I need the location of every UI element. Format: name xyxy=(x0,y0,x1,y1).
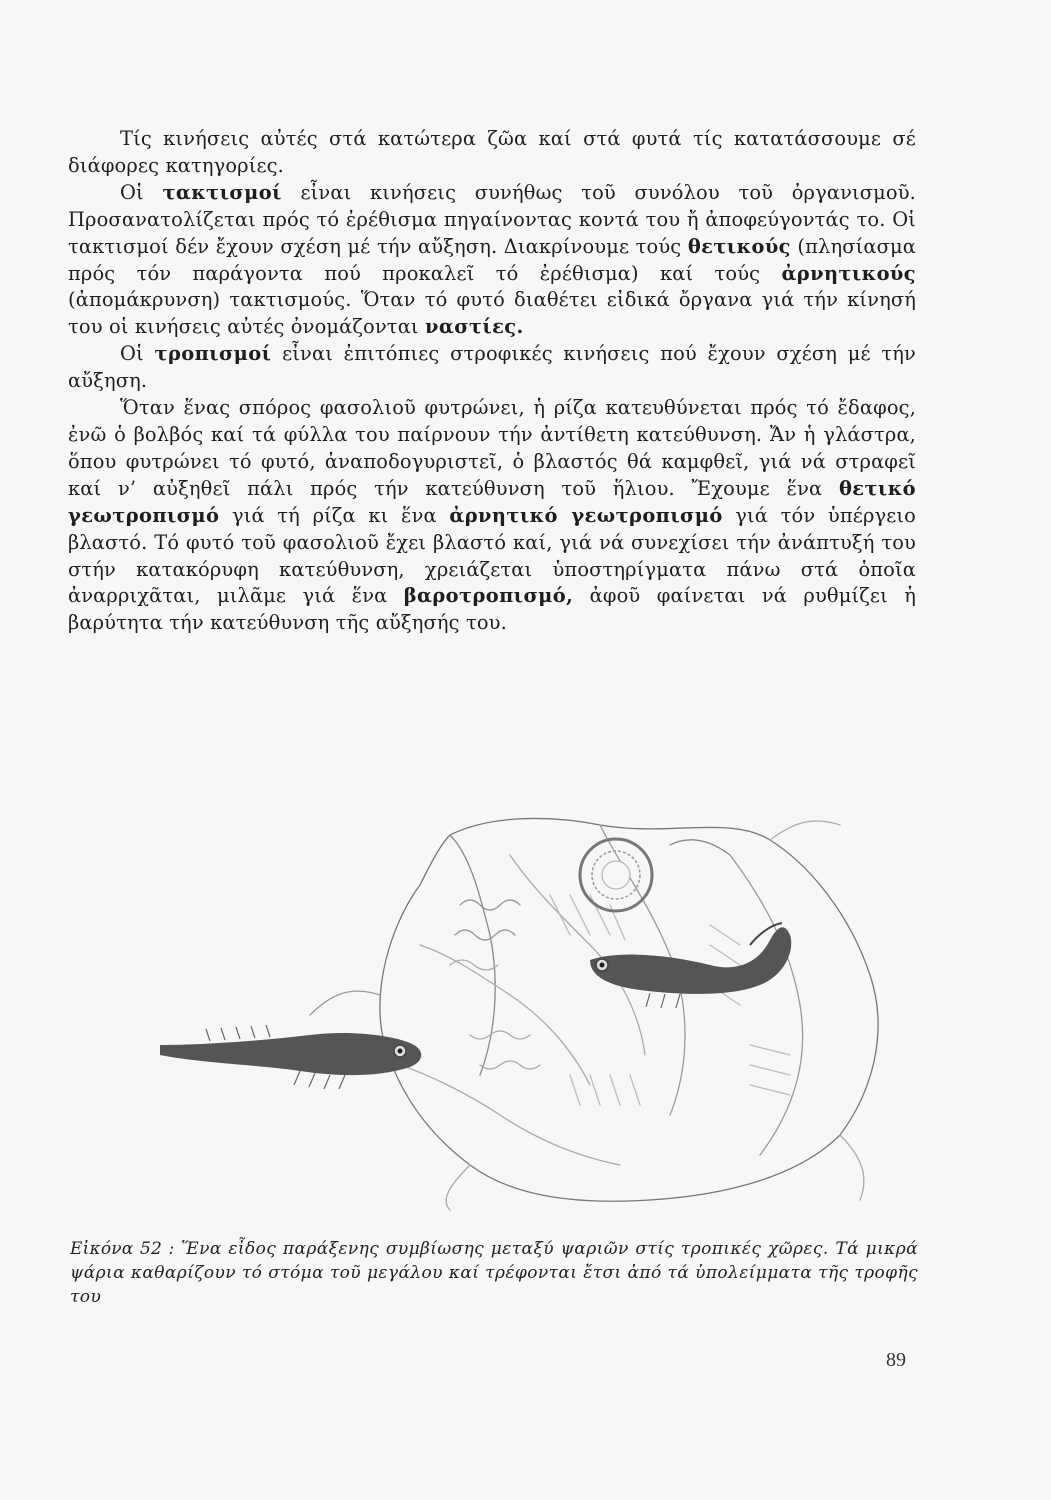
small-fish-right xyxy=(590,923,791,1008)
bold-term: ναστίες. xyxy=(425,315,524,339)
caption-text: Ἕνα εἶδος παράξενης συμβίωσης μεταξύ ψαριῶν στίς τροπικές χῶρες. Τά μικρά ψάρια καθαρίζουν τό στόμα τοῦ μεγάλου καί τρέφονται ἔτσι ἀπό τά ὑπολείμματα τῆς τροφῆς του xyxy=(70,1239,918,1307)
bold-term: θετικούς xyxy=(687,234,791,258)
bold-term: ἀρνητικό γεωτροπισμό xyxy=(449,503,723,527)
text-run: γιά τόν ὑπέργειο βλαστό. Τό φυτό τοῦ φασολιοῦ ἔχει βλαστό καί, γιά νά συνεχίσει τήν ἀνάπτυξή του στήν κατακόρυφη κατεύθυνση, χρειάζεται ὑποστηρίγματα πάνω στά ὁποῖα ἀναρριχᾶται, μιλᾶμε γιά ἕνα xyxy=(68,503,917,608)
text-run: Ὅταν ἕνας σπόρος φασολιοῦ φυτρώνει, ἡ ρίζα κατευθύνεται πρός τό ἔδαφος, ἐνῶ ὁ βολβός καί τά φύλλα του παίρνουν τήν ἀντίθετη κατεύθυνση. Ἄν ἡ γλάστρα, ὅπου φυτρώνει τό φυτό, ἀναποδογυριστεῖ, ὁ βλαστός θά καμφθεῖ, γιά νά στραφεῖ καί ν’ αὐξηθεῖ πάλι πρός τήν κατεύθυνση τοῦ ἥλιου. Ἔχουμε ἕνα xyxy=(68,396,916,500)
large-fish-eye xyxy=(580,839,652,911)
bold-term: βαροτροπισμό, xyxy=(403,584,574,608)
figure-caption xyxy=(70,1237,918,1309)
fish-symbiosis-illustration xyxy=(150,745,920,1215)
text-run: Οἱ xyxy=(120,342,155,366)
paragraph xyxy=(68,180,916,341)
paragraph xyxy=(68,126,916,180)
text-run: ἀφοῦ φαίνεται νά ρυθμίζει ἡ βαρύτητα τήν κατεύθυνση τῆς αὔξησής του. xyxy=(68,584,916,635)
text-run: εἶναι ἐπιτόπιες στροφικές κινήσεις πού ἔχουν σχέση μέ τήν αὔξηση. xyxy=(68,342,916,393)
paragraph xyxy=(68,341,916,395)
text-run: (πλησίασμα πρός τόν παράγοντα πού προκαλεῖ τό ἐρέθισμα) καί τούς xyxy=(68,234,916,285)
text-run: εἶναι κινήσεις συνήθως τοῦ συνόλου τοῦ ὀργανισμοῦ. Προσανατολίζεται πρός τό ἐρέθισμα πηγαίνοντας κοντά του ἤ ἀποφεύγοντάς το. Οἱ τακτισμοί δέν ἔχουν σχέση μέ τήν αὔξηση. Διακρίνουμε τούς xyxy=(68,180,916,258)
text-run: γιά τή ρίζα κι ἕνα xyxy=(219,503,450,527)
large-fish-drawing xyxy=(310,818,878,1210)
bold-term: ἀρνητικούς xyxy=(781,261,916,285)
text-run: (ἀπομάκρυνση) τακτισμούς. Ὅταν τό φυτό διαθέτει εἰδικά ὄργανα γιά τήν κίνησή του οἱ κινήσεις αὐτές ὀνομάζονται xyxy=(68,288,916,339)
text-run: Οἱ xyxy=(120,180,163,204)
paragraph xyxy=(68,395,916,637)
bold-term: τακτισμοί xyxy=(162,180,282,204)
bold-term: θετικό γεωτροπισμό xyxy=(68,476,916,527)
body-text xyxy=(68,126,916,637)
page-number: 89 xyxy=(886,1349,906,1371)
text-run: Τίς κινήσεις αὐτές στά κατώτερα ζῶα καί στά φυτά τίς κατατάσσουμε σέ διάφορες κατηγορίες. xyxy=(68,127,916,177)
bold-term: τροπισμοί xyxy=(154,342,272,366)
caption-label: Εἰκόνα 52 : xyxy=(70,1239,175,1259)
